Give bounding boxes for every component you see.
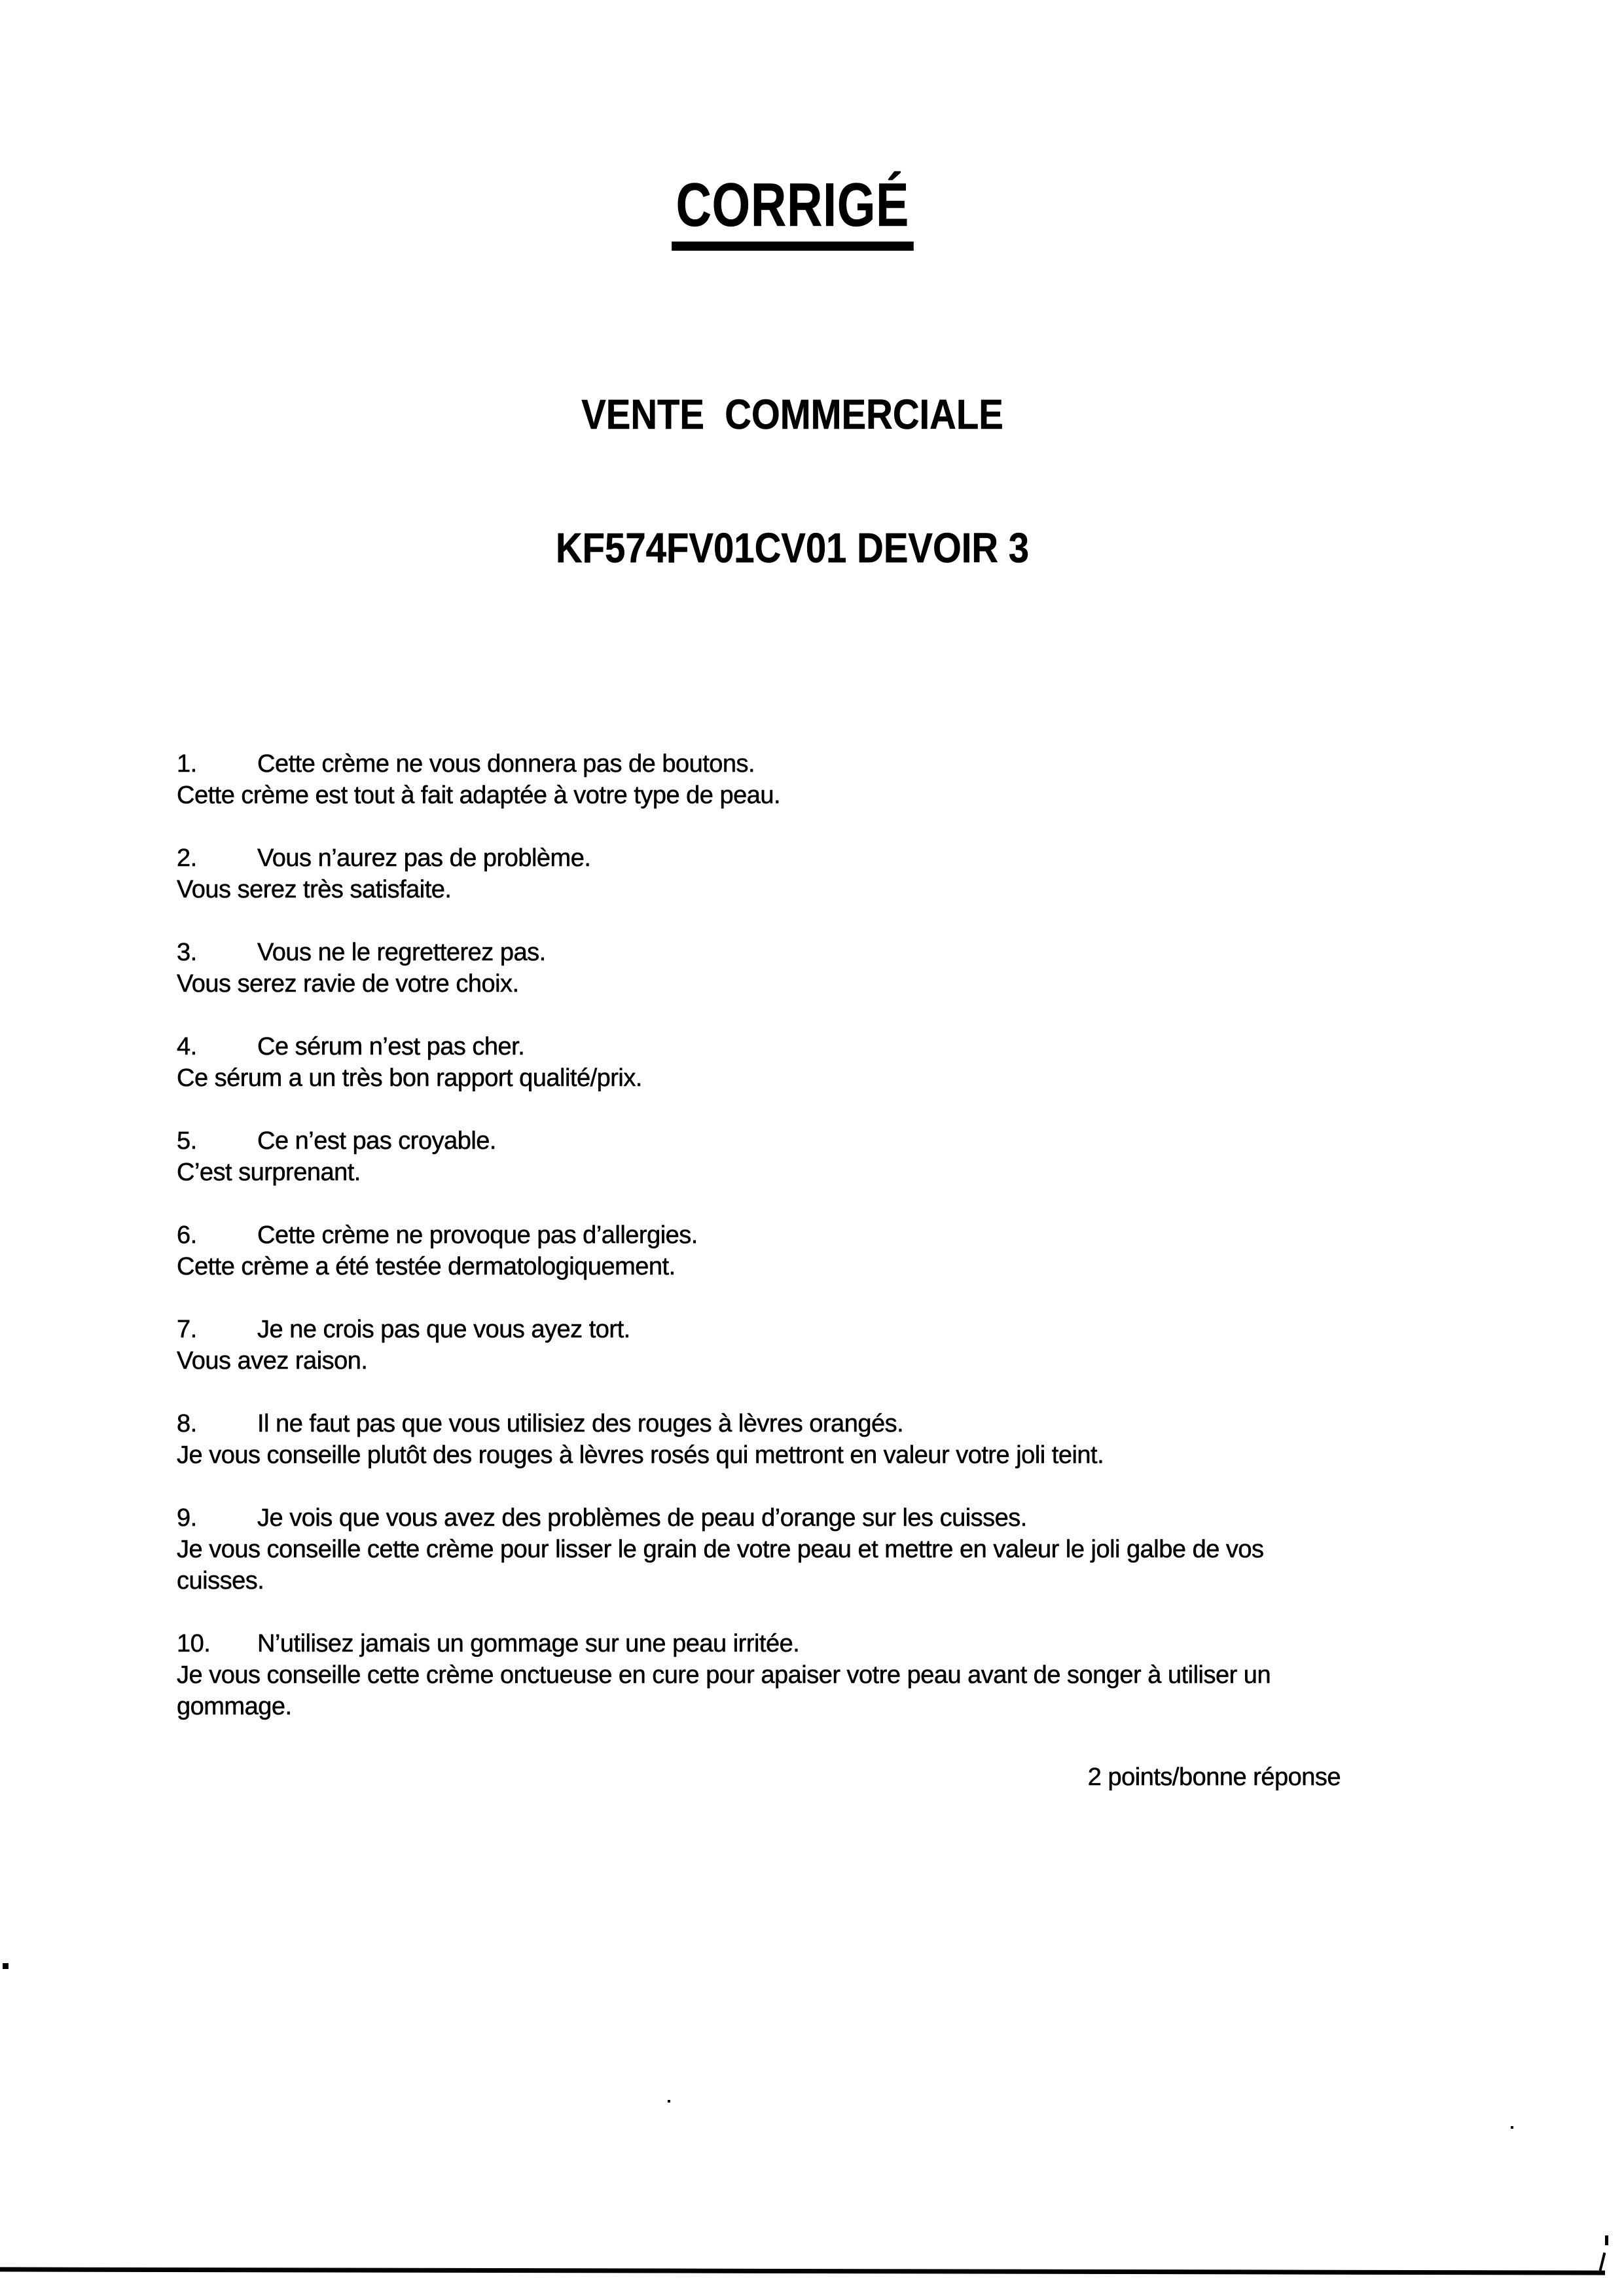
item-statement: Ce n’est pas croyable. [257,1127,496,1155]
item-reformulation-line: Cette crème a été testée dermatologiquement. [177,1253,676,1280]
item-reformulation-line: Ce sérum a un très bon rapport qualité/prix. [177,1064,642,1092]
item-statement: Vous ne le regretterez pas. [257,939,546,966]
item-number: 6. [177,1221,197,1249]
scan-speck-artifact [1605,2235,1608,2245]
answer-item [177,1031,1408,1094]
item-statement: Vous n’aurez pas de problème. [257,844,591,872]
item-statement-line [177,1314,1408,1345]
item-reformulation-line: Je vous conseille cette crème pour lisser le grain de votre peau et mettre en valeur le joli galbe de vos [177,1536,1264,1563]
item-number: 4. [177,1033,197,1060]
item-reformulation-line: Vous serez très satisfaite. [177,876,452,903]
item-number: 8. [177,1410,197,1437]
scan-speck-artifact [1511,2126,1513,2129]
item-reformulation-line: Vous avez raison. [177,1347,368,1375]
item-reformulation-line: Vous serez ravie de votre choix. [177,970,519,998]
item-reformulation-line: Je vous conseille cette crème onctueuse en cure pour apaiser votre peau avant de songer à utiliser un [177,1661,1271,1689]
item-reformulation-line: gommage. [177,1693,292,1720]
document-subtitle [251,303,1334,659]
answer-item [177,937,1408,1000]
answer-item [177,748,1408,811]
item-reformulation-line: cuisses. [177,1567,264,1595]
item-statement: Cette crème ne vous donnera pas de boutons. [257,750,755,778]
item-statement: Je vois que vous avez des problèmes de peau d’orange sur les cuisses. [257,1504,1027,1532]
item-statement-line [177,1031,1408,1062]
answer-list [177,748,1408,1722]
answer-item [177,1314,1408,1377]
item-number: 3. [177,939,197,966]
answer-item [177,1125,1408,1188]
item-reformulation-line: C’est surprenant. [177,1159,361,1186]
item-reformulation-line: Cette crème est tout à fait adaptée à votre type de peau. [177,782,781,809]
subtitle-course-name: VENTE COMMERCIALE [581,391,1003,438]
scoring-note: 2 points/bonne réponse [1087,1763,1341,1791]
item-statement-line [177,748,1408,780]
subtitle-assignment-code: KF574FV01CV01 DEVOIR 3 [555,524,1030,571]
item-statement: Cette crème ne provoque pas d’allergies. [257,1221,698,1249]
item-statement-line [177,1502,1408,1534]
scan-edge-line-artifact [1599,2252,1606,2271]
item-statement-line [177,1125,1408,1157]
item-statement-line [177,1220,1408,1251]
scan-speck-artifact [668,2100,670,2103]
item-statement-line [177,937,1408,968]
scan-edge-line-artifact [0,2267,1605,2275]
answer-item [177,1408,1408,1471]
item-number: 5. [177,1127,197,1155]
answer-item [177,1502,1408,1597]
item-statement-line [177,1628,1408,1659]
item-statement: Il ne faut pas que vous utilisiez des rouges à lèvres orangés. [257,1410,904,1437]
item-statement-line [177,1408,1408,1439]
answer-item [177,1628,1408,1722]
item-statement: Ce sérum n’est pas cher. [257,1033,525,1060]
item-statement: N’utilisez jamais un gommage sur une peau irritée. [257,1630,800,1657]
answer-item [177,842,1408,905]
item-statement: Je ne crois pas que vous ayez tort. [257,1316,630,1343]
document-title [177,0,1408,251]
scan-speck-artifact [3,1963,9,1969]
item-reformulation-line: Je vous conseille plutôt des rouges à lèvres rosés qui mettront en valeur votre joli teint. [177,1441,1104,1469]
item-number: 2. [177,844,197,872]
document-title-text: CORRIGÉ [672,174,913,251]
item-statement-line [177,842,1408,874]
item-number: 10. [177,1630,211,1657]
item-number: 1. [177,750,197,778]
item-number: 9. [177,1504,197,1532]
answer-item [177,1220,1408,1282]
item-number: 7. [177,1316,197,1343]
